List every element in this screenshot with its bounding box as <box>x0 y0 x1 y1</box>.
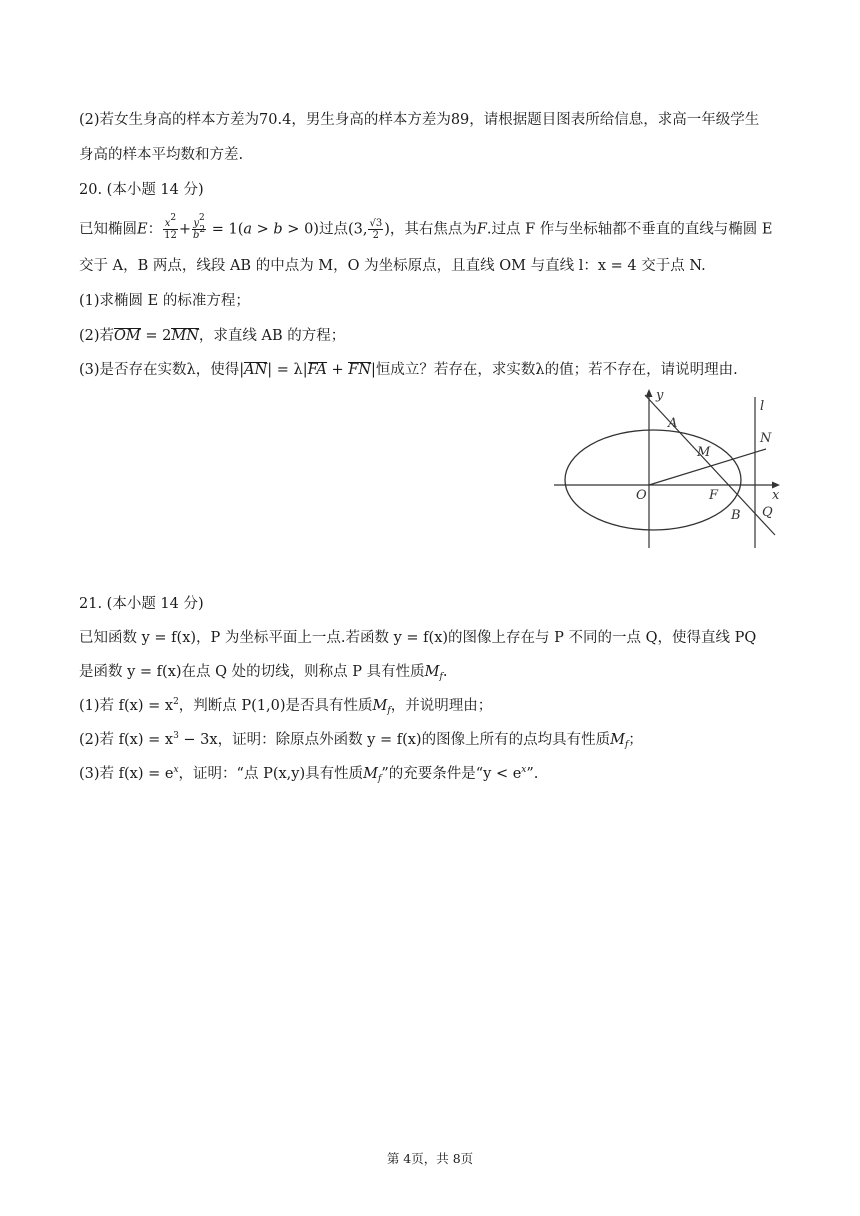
label-m: M <box>697 445 711 460</box>
q21-line2-prefix: 是函数 y = f(x)在点 Q 处的切线，则称点 P 具有性质 <box>79 664 425 680</box>
label-o: O <box>636 488 647 503</box>
label-x: x <box>772 488 780 503</box>
label-q: Q <box>762 505 773 520</box>
q20-intro-suffix: ，其右焦点为 <box>389 221 477 238</box>
q21-part1: (1)若 $f(x) = x^2$，判断点 P(1,0)是否具有性质$M_f$，并说明理由； <box>79 697 493 716</box>
q21-part2-prefix: (2)若 f(x) = x <box>79 732 174 748</box>
q20-part2: (2)若OM = 2MN，求直线 AB 的方程； <box>79 328 346 344</box>
q19-part2-line2: 身高的样本平均数和方差. <box>79 147 244 163</box>
q20-part1: (1)求椭圆 E 的标准方程； <box>79 293 250 309</box>
q21-line1: 已知函数 y = f(x)，P 为坐标平面上一点.若函数 y = f(x)的图像上存在与 P 不同的一点 Q，使得直线 PQ <box>79 630 757 646</box>
ellipse-e <box>565 430 741 530</box>
q20-intro-mid: 过点 <box>318 221 348 238</box>
q21-part1-suffix: ，并说明理由； <box>390 698 493 714</box>
q21-part3-suffix: ”的充要条件是“y < e <box>381 766 522 782</box>
q21-part3: (3)若 $f(x) = e^x$，证明：“点 P(x,y)具有性质$M_f$”的充要条件是“$y < e^x$”. <box>79 765 539 784</box>
label-y: y <box>656 388 664 403</box>
q21-part1-mid: ，判断点 P(1,0)是否具有性质 <box>178 698 373 714</box>
q20-part3-suffix: 恒成立？若存在，求实数λ的值；若不存在，请说明理由. <box>375 362 738 378</box>
q20-intro-line: 已知椭圆E： $\frac{x^2}{12}$ + $\frac{y^2}{b^2}$ = 1(a > b > 0)过点(3, $\frac{√3}{2}$ )，其右焦点为F.过点 F 作与坐标轴都不垂直的直线与椭圆 E <box>79 213 773 241</box>
q20-part2-suffix: ，求直线 AB 的方程； <box>198 328 346 344</box>
q20-line2: 交于 A，B 两点，线段 AB 的中点为 M，O 为坐标原点，且直线 OM 与直线 l：x = 4 交于点 N. <box>79 258 706 274</box>
q20-part3-prefix: (3)是否存在实数λ，使得 <box>79 362 240 378</box>
page-footer: 第 4页，共 8页 <box>386 1151 474 1166</box>
label-b: B <box>731 508 741 523</box>
q20-intro-prefix: 已知椭圆 <box>79 221 137 238</box>
q21-part3-prefix: (3)若 f(x) = e <box>79 766 174 782</box>
label-n: N <box>760 431 772 446</box>
q21-line2: 是函数 y = f(x)在点 Q 处的切线，则称点 P 具有性质$M_f$. <box>79 664 448 682</box>
q21-header: 21. (本小题 14 分) <box>79 596 204 612</box>
label-f: F <box>709 488 719 503</box>
q20-part3: (3)是否存在实数λ，使得|AN| = λ|FA + FN|恒成立？若存在，求实数λ的值；若不存在，请说明理由. <box>79 362 738 378</box>
q20-intro-tail: 过点 F 作与坐标轴都不垂直的直线与椭圆 E <box>491 221 773 238</box>
q21-part3-mid: ，证明：“点 P(x,y)具有性质 <box>178 766 364 782</box>
q20-part2-prefix: (2)若 <box>79 328 115 344</box>
q19-part2-line1: (2)若女生身高的样本方差为70.4，男生身高的样本方差为89，请根据题目图表所给信息，求高一年级学生 <box>79 112 760 128</box>
q20-header: 20. (本小题 14 分) <box>79 182 204 198</box>
label-a: A <box>668 416 678 431</box>
q21-part1-prefix: (1)若 f(x) = x <box>79 698 174 714</box>
q21-part2-mid: − 3x，证明：除原点外函数 y = f(x)的图像上所有的点均具有性质 <box>178 732 611 748</box>
label-l: l <box>760 399 765 414</box>
q21-part2: (2)若 $f(x) = x^3 - 3x$，证明：除原点外函数 y = f(x)的图像上所有的点均具有性质$M_f$； <box>79 731 643 750</box>
ellipse-figure <box>550 383 790 553</box>
